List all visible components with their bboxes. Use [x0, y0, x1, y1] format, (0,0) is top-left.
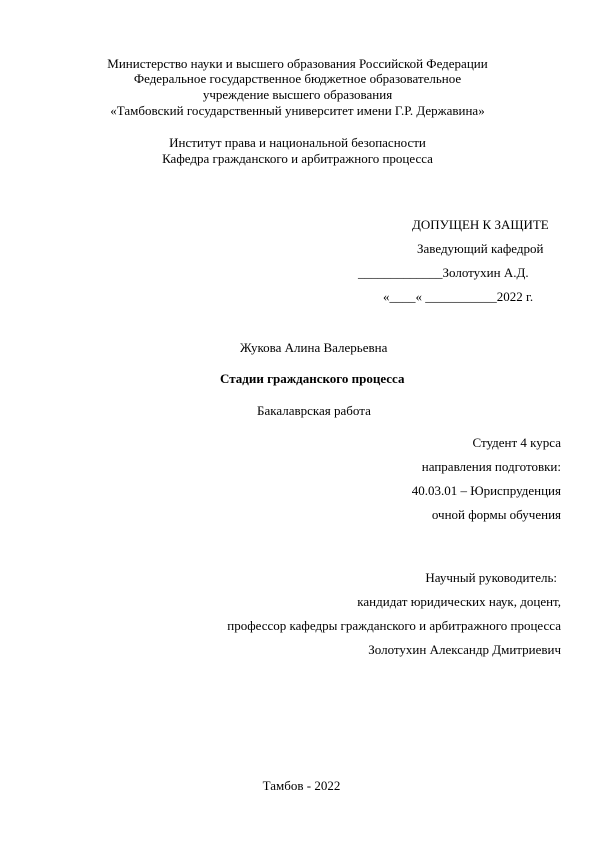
- institution-level: учреждение высшего образования: [202, 87, 393, 102]
- work-type: Бакалаврская работа: [257, 403, 371, 418]
- department-name: Кафедра гражданского и арбитражного процесса: [162, 151, 433, 166]
- work-title: Стадии гражданского процесса: [220, 371, 405, 386]
- supervisor-position: профессор кафедры гражданского и арбитражного процесса: [227, 618, 561, 633]
- approval-date-line: «____« ___________2022 г.: [383, 289, 534, 304]
- student-form: очной формы обучения: [431, 507, 561, 522]
- institute-name: Институт права и национальной безопасности: [169, 135, 426, 150]
- ministry-name: Министерство науки и высшего образования Российской Федерации: [107, 56, 488, 71]
- institution-type: Федеральное государственное бюджетное образовательное: [133, 71, 462, 86]
- approval-title: ДОПУЩЕН К ЗАЩИТЕ: [412, 217, 549, 232]
- supervisor-label: Научный руководитель:: [425, 570, 557, 585]
- city-year: Тамбов - 2022: [262, 778, 341, 793]
- student-direction-label: направления подготовки:: [421, 459, 561, 474]
- approval-signature-line: _____________Золотухин А.Д.: [358, 265, 529, 280]
- supervisor-name: Золотухин Александр Дмитриевич: [368, 642, 561, 657]
- university-name: «Тамбовский государственный университет имени Г.Р. Державина»: [110, 103, 485, 118]
- supervisor-degree: кандидат юридических наук, доцент,: [357, 594, 561, 609]
- author-name: Жукова Алина Валерьевна: [240, 340, 388, 355]
- approval-role: Заведующий кафедрой: [417, 241, 544, 256]
- student-direction: 40.03.01 – Юриспруденция: [411, 483, 561, 498]
- student-course: Студент 4 курса: [472, 435, 561, 450]
